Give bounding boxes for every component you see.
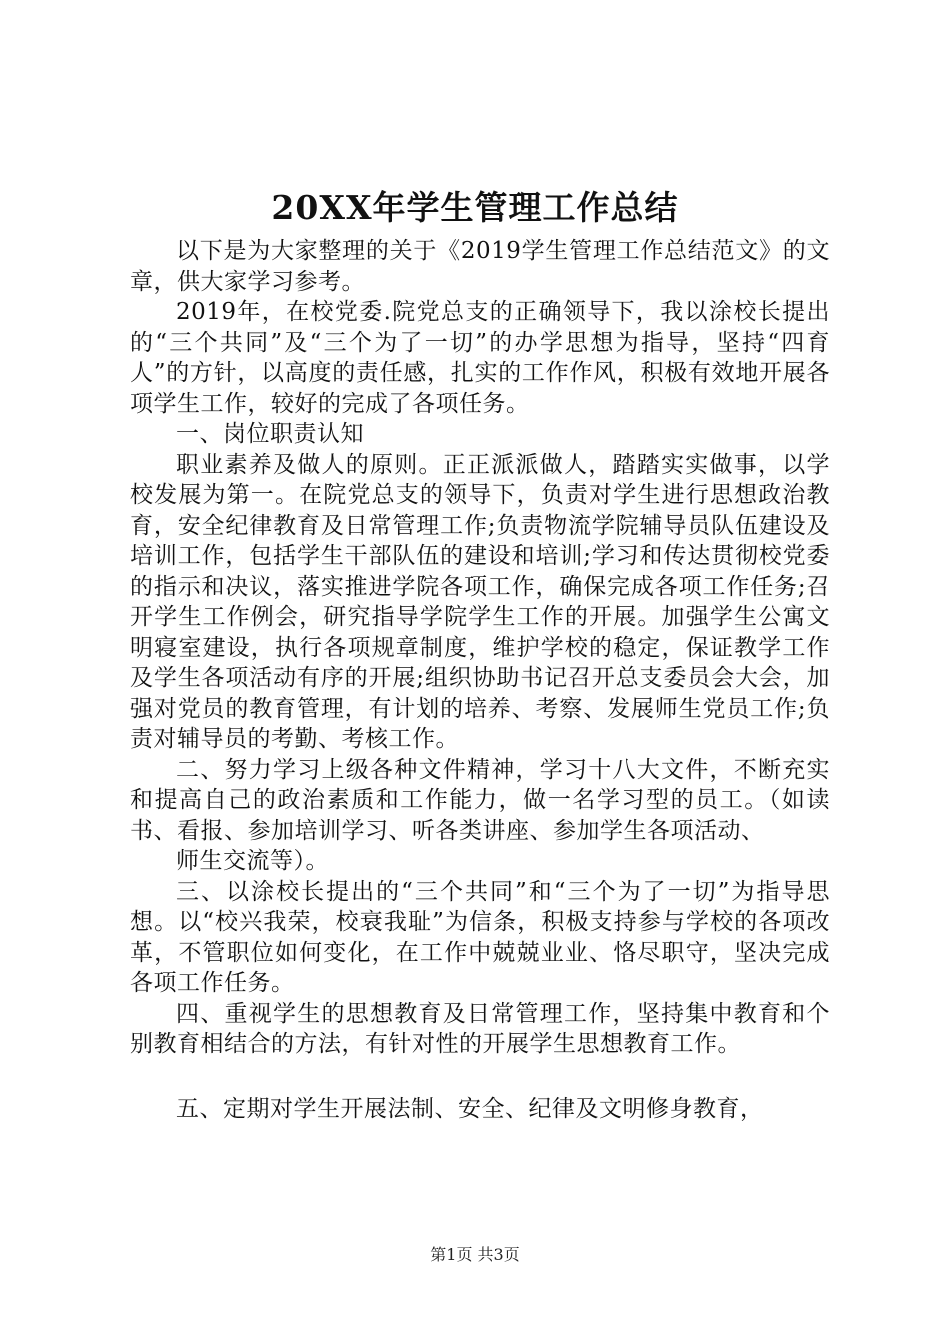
overview-paragraph: 2019年，在校党委.院党总支的正确领导下，我以涂校长提出的“三个共同”及“三个为了一切”的办学思想为指导，坚持“四育人”的方针，以高度的责任感，扎实的工作作风，积极有效地开展各项学生工作，较好的完成了各项任务。 (130, 299, 830, 417)
regular-education-paragraph: 五、定期对学生开展法制、安全、纪律及文明修身教育， (176, 1095, 764, 1122)
document-title: 20XX年学生管理工作总结 (271, 188, 679, 227)
study-paragraph-continuation: 师生交流等）。 (176, 848, 329, 874)
document-body (130, 236, 830, 1124)
duties-paragraph: 职业素养及做人的原则。正正派派做人，踏踏实实做事，以学校发展为第一。在院党总支的领导下，负责对学生进行思想政治教育，安全纪律教育及日常管理工作;负责物流学院辅导员队伍建设及培训工作，包括学生干部队伍的建设和培训;学习和传达贯彻校党委的指示和决议，落实推进学院各项工作，确保完成各项工作任务;召开学生工作例会，研究指导学院学生工作的开展。加强学生公寓文明寝室建设，执行各项规章制度，维护学校的稳定，保证教学工作及学生各项活动有序的开展;组织协助书记召开总支委员会大会，加强对党员的教育管理，有计划的培养、考察、发展师生党员工作;负责对辅导员的考勤、考核工作。 (130, 451, 830, 752)
study-paragraph: 二、努力学习上级各种文件精神，学习十八大文件，不断充实和提高自己的政治素质和工作能力，做一名学习型的员工。（如读书、看报、参加培训学习、听各类讲座、参加学生各项活动、 (130, 756, 830, 844)
section-heading-1: 一、岗位职责认知 (176, 421, 364, 447)
guiding-thought-paragraph: 三、以涂校长提出的“三个共同”和“三个为了一切”为指导思想。以“校兴我荣，校衰我耻”为信条，积极支持参与学校的各项改革，不管职位如何变化，在工作中兢兢业业、恪尽职守，坚决完成各项工作任务。 (130, 878, 830, 996)
intro-paragraph: 以下是为大家整理的关于《2019学生管理工作总结范文》的文章，供大家学习参考。 (130, 238, 830, 295)
page-number-footer: 第1页 共3页 (430, 1245, 520, 1264)
education-paragraph: 四、重视学生的思想教育及日常管理工作，坚持集中教育和个别教育相结合的方法，有针对性的开展学生思想教育工作。 (130, 1000, 830, 1057)
